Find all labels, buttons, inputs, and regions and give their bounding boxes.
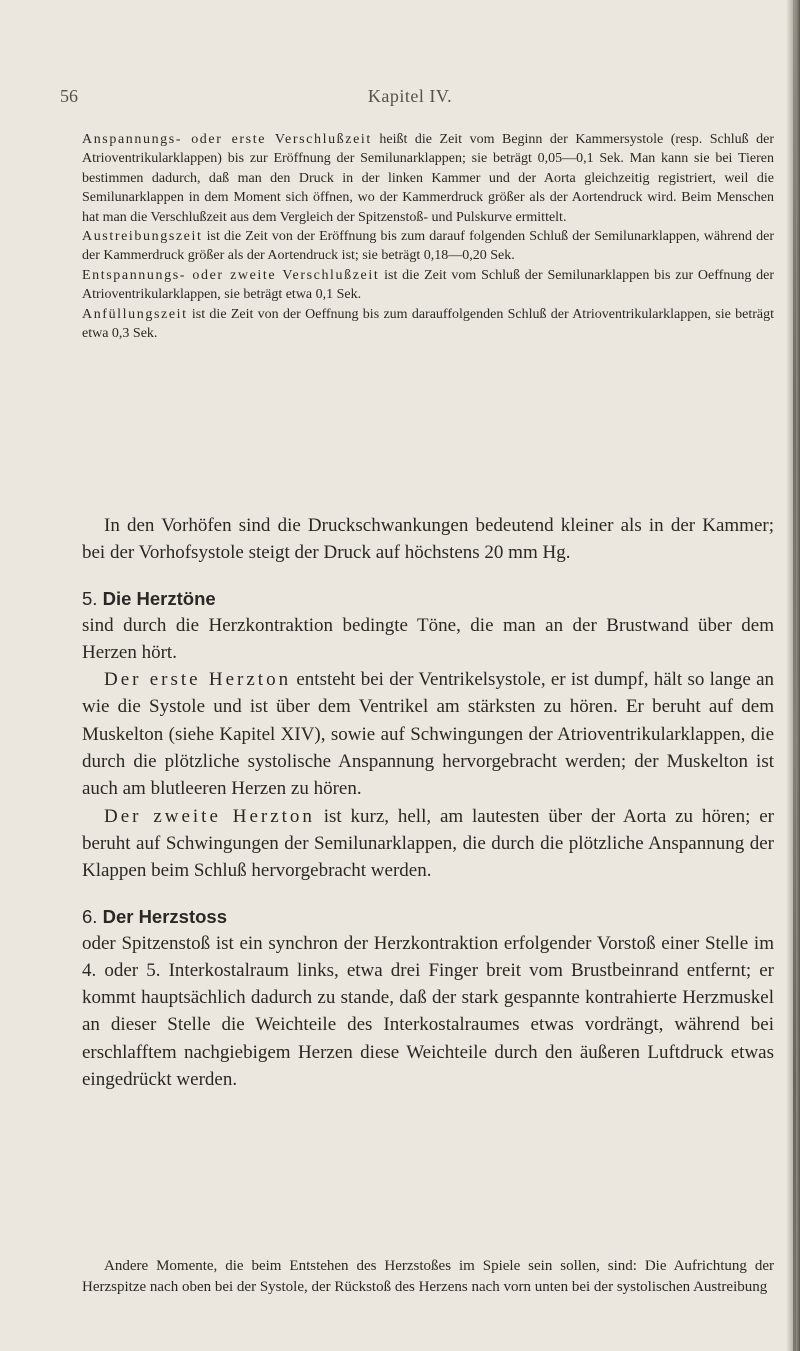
spacer bbox=[82, 567, 774, 585]
term-anspannungszeit: Anspannungs- oder erste Verschlußzeit bbox=[82, 132, 372, 147]
section-title: Der Herzstoss bbox=[102, 905, 227, 927]
section-heading-herzstoss bbox=[82, 903, 774, 930]
running-head: Kapitel IV. bbox=[367, 86, 453, 106]
definition-anspannungszeit bbox=[82, 130, 774, 227]
section-number: 5. bbox=[82, 587, 98, 609]
paragraph-text: ist kurz, hell, am lautesten über der Aorta zu hören; er beruht auf Schwingungen der Semilunarklappen, die durch die plötzliche Anspannung der Klappen beim Schluß hervorgebracht werden. bbox=[82, 805, 774, 882]
page-header bbox=[60, 86, 760, 110]
section-title: Die Herztöne bbox=[102, 587, 216, 609]
note-paragraph: Andere Momente, die beim Entstehen des Herzstoßes im Spiele sein sollen, sind: Die Aufrichtung der Herzspitze nach oben bei der Systole, der Rückstoß des Herzens nach vorn unten bei der systolischen Austreibung bbox=[82, 1258, 774, 1295]
definition-text: ist die Zeit vom Schluß der Semilunarklappen bis zur Oeffnung der Atrioventrikularklappen, sie beträgt etwa 0,1 Sek. bbox=[82, 267, 774, 303]
intro-paragraph: In den Vorhöfen sind die Druckschwankungen bedeutend kleiner als in der Kammer; bei der Vorhofsystole steigt der Druck auf höchstens 20 mm Hg. bbox=[82, 515, 774, 564]
section-heading-herztoene bbox=[82, 585, 774, 612]
small-print-note bbox=[82, 1256, 774, 1297]
definition-text: ist die Zeit von der Eröffnung bis zum darauf folgenden Schluß der Semilunarklappen, während der der Kammerdruck größer als der Aortendruck ist; sie beträgt 0,18—0,20 Sek. bbox=[82, 229, 774, 264]
definition-anfuellungszeit bbox=[82, 305, 774, 344]
paragraph-text: entsteht bei der Ventrikelsystole, er ist dumpf, hält so lange an wie die Systole und ist über dem Ventrikel am stärksten zu hören. Er beruht auf dem Muskelton (siehe Kapitel XIV), sowie auf Schwingungen der Atrioventrikularklappen, die durch die plötzliche systolische Anspannung hervorgebracht werden; der Muskelton ist auch am blutleeren Herzen zu hören. bbox=[82, 669, 774, 800]
page-number: 56 bbox=[60, 86, 78, 106]
paragraph: oder Spitzenstoß ist ein synchron der Herzkontraktion erfolgender Vorstoß einer Stelle im 4. oder 5. Interkostalraum links, etwa drei Finger breit vom Brustbeinrand entfernt; er kommt hauptsächlich dadurch zu stande, daß der stark gespannte kontrahierte Herzmuskel an dieser Stelle die Weichteile des Interkostalraumes etwas vordrängt, während bei erschlafftem nachgiebigem Herzen diese Weichteile durch den äußeren Luftdruck etwas eingedrückt werden. bbox=[82, 932, 774, 1091]
term-anfuellungszeit: Anfüllungszeit bbox=[82, 306, 188, 322]
page-edge-line bbox=[793, 0, 796, 1351]
definition-text: heißt die Zeit vom Beginn der Kammersystole (resp. Schluß der Atrioventrikularklappen) bis zur Eröffnung der Semilunarklappen; sie beträgt 0,05—0,1 Sek. Man kann sie bei Tieren bestimmen dadurch, daß man den Druck in der linken Kammer und der Aorta gleichzeitig registriert, weil die Semilunarklappen in dem Moment sich öffnen, wo der Kammerdruck größer als der Aortendruck wird. Beim Menschen hat man die Verschlußzeit aus dem Vergleich der Spitzenstoß- und Pulskurve ermittelt. bbox=[82, 132, 774, 225]
section-number: 6. bbox=[82, 905, 98, 927]
term-entspannungszeit: Entspannungs- oder zweite Verschlußzeit bbox=[82, 267, 380, 283]
definition-austreibungszeit bbox=[82, 227, 774, 266]
paragraph-erster-herzton bbox=[82, 666, 774, 802]
small-print-definitions bbox=[82, 130, 774, 343]
definition-entspannungszeit bbox=[82, 266, 774, 305]
main-text bbox=[82, 512, 774, 1093]
paragraph: sind durch die Herzkontraktion bedingte Töne, die man an der Brustwand über dem Herzen hört. bbox=[82, 614, 774, 663]
spacer bbox=[82, 885, 774, 903]
term-zweiter-herzton: Der zweite Herzton bbox=[104, 805, 315, 827]
term-erster-herzton: Der erste Herzton bbox=[104, 669, 292, 691]
definition-text: ist die Zeit von der Oeffnung bis zum darauffolgenden Schluß der Atrioventrikularklappen, sie beträgt etwa 0,3 Sek. bbox=[82, 306, 774, 342]
term-austreibungszeit: Austreibungszeit bbox=[82, 229, 203, 245]
paragraph-zweiter-herzton bbox=[82, 803, 774, 885]
